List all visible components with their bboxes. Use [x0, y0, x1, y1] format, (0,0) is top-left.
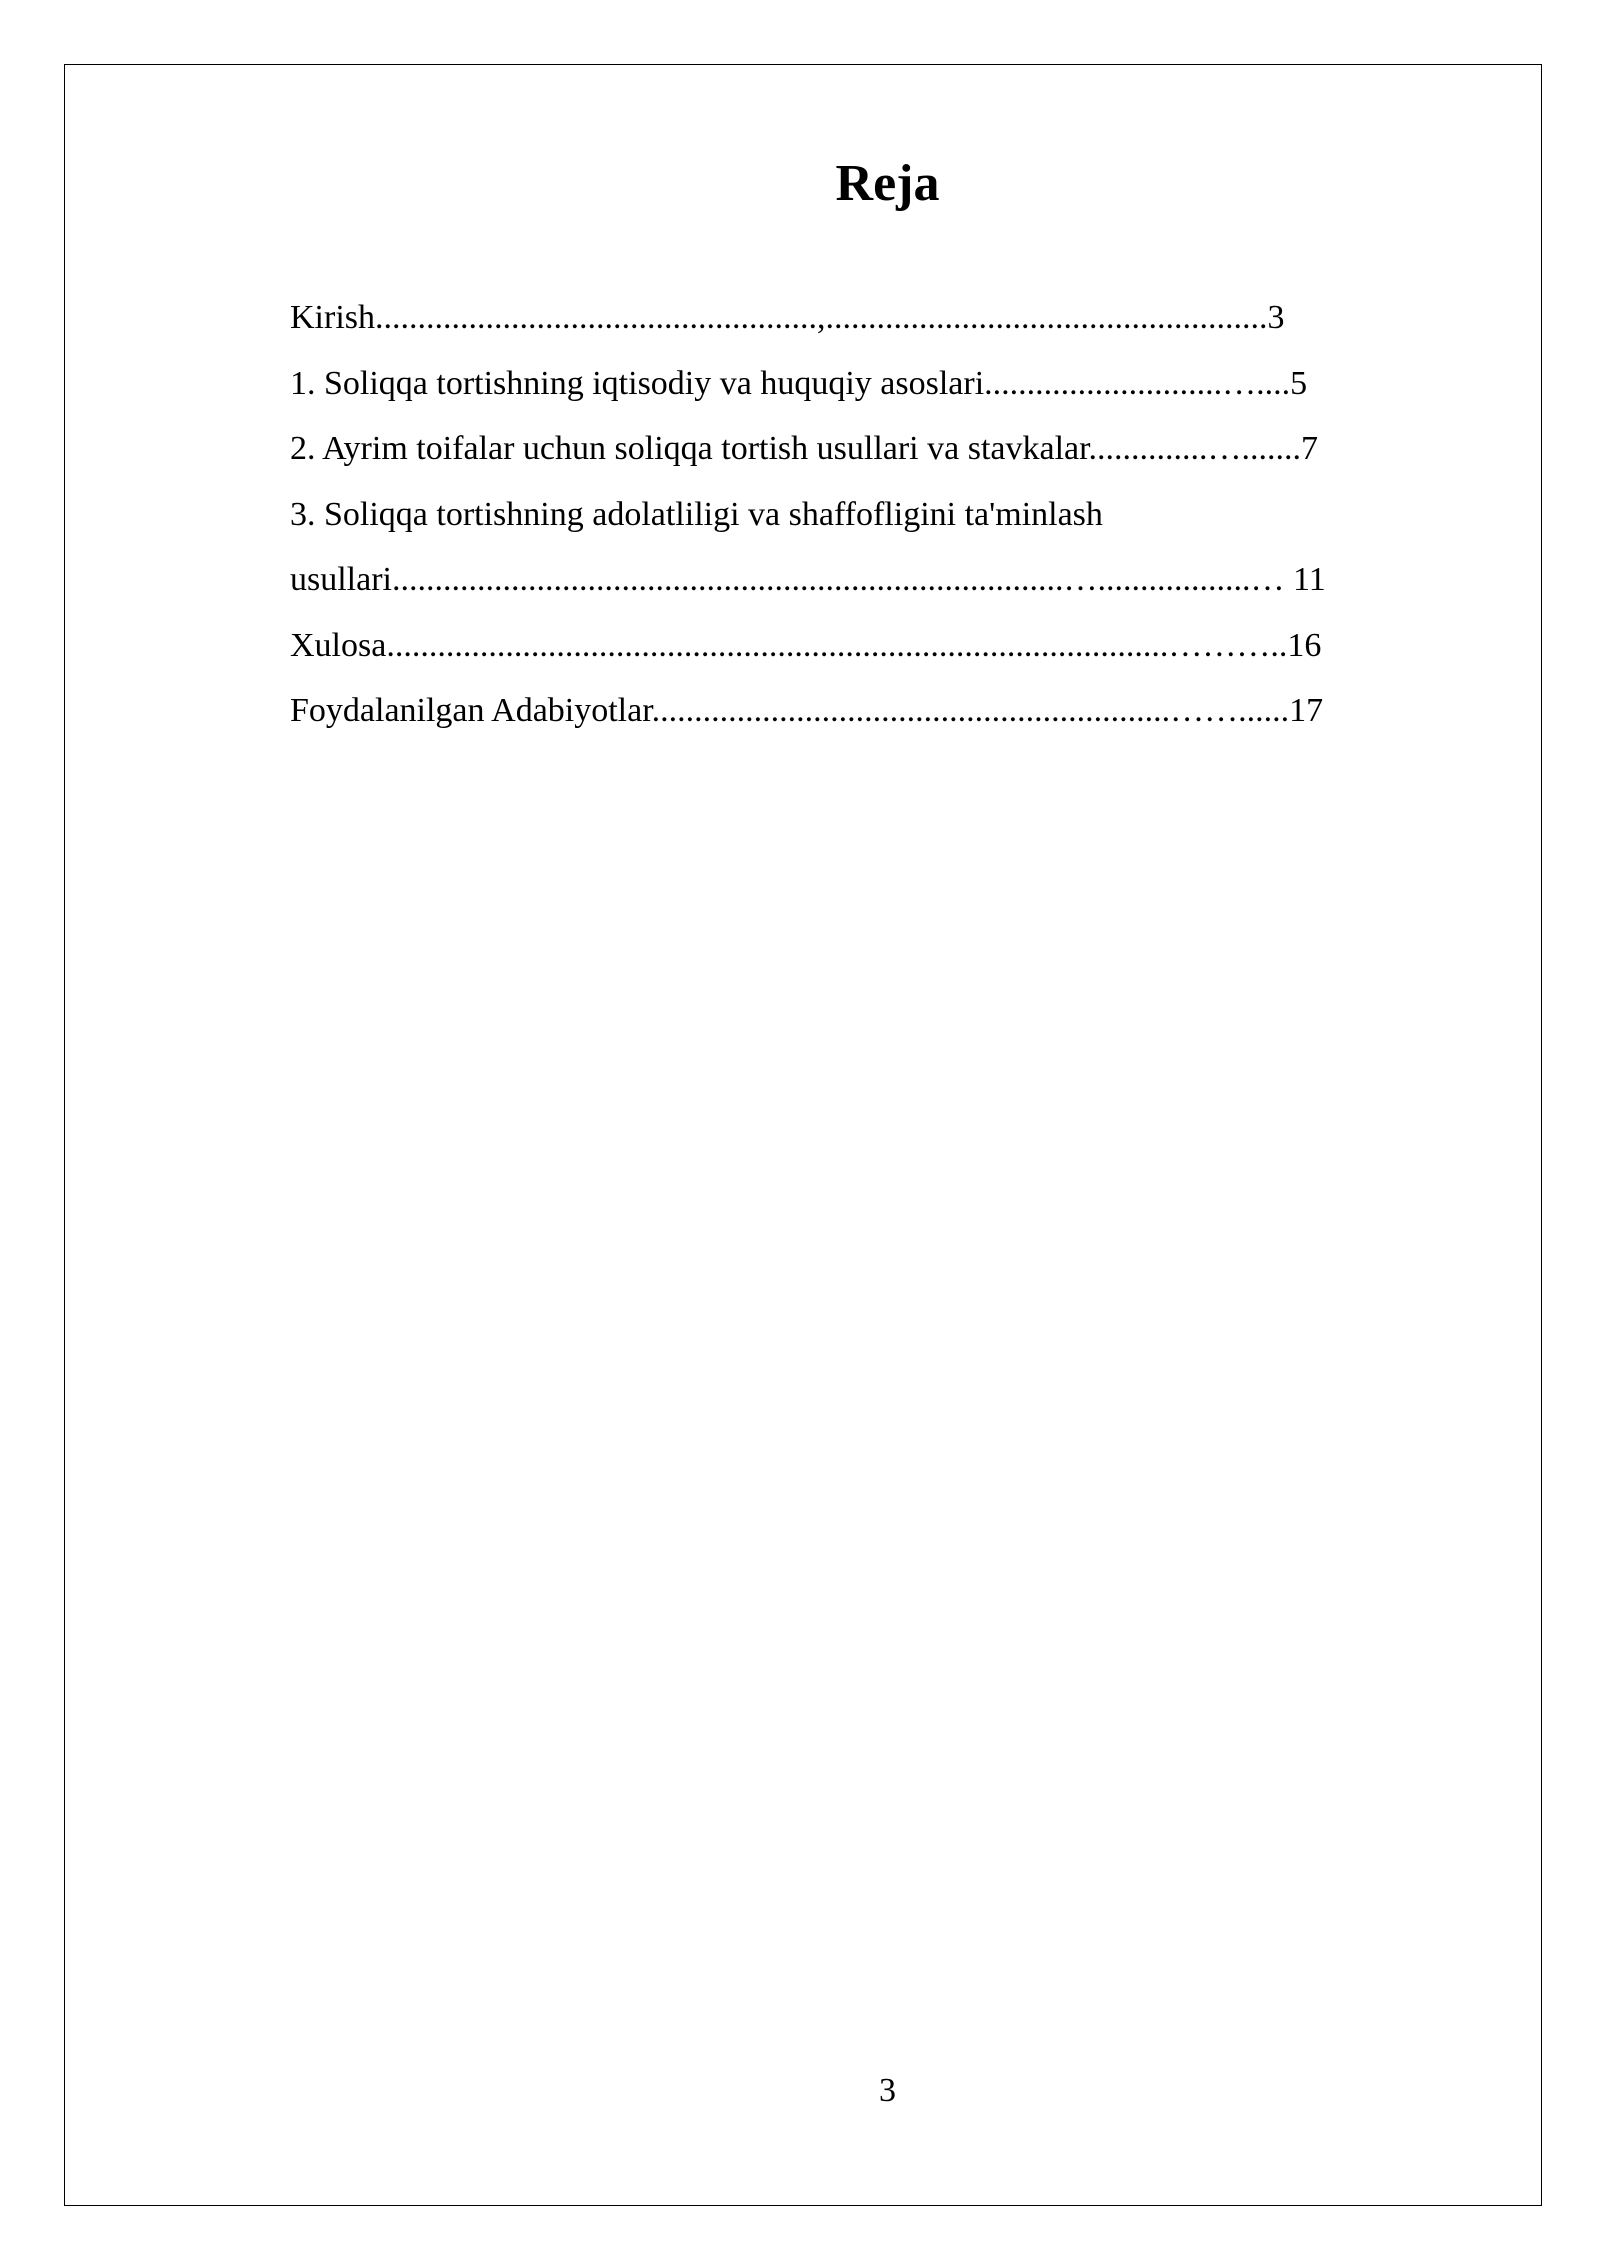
- table-of-contents: [290, 285, 1470, 744]
- toc-entry-references: Foydalanilgan Adabiyotlar.............................................................……......17: [290, 692, 1324, 729]
- toc-entry-chapter-1: 1. Soliqqa tortishning iqtisodiy va huquqiy asoslari............................…....5: [290, 364, 1308, 402]
- toc-entry-chapter-3-continued: usullari...............................................................................…..................… 11: [290, 561, 1326, 598]
- toc-entry-conclusion: Xulosa............................................................................................………..16: [290, 626, 1322, 664]
- toc-entry-introduction: Kirish....................................................,....................................................3: [290, 299, 1285, 336]
- page-number: 3: [879, 2072, 896, 2109]
- toc-entry-chapter-2: 2. Ayrim toifalar uchun soliqqa tortish usullari va stavkalar..............….......7: [290, 430, 1319, 467]
- toc-entry-chapter-3: 3. Soliqqa tortishning adolatliligi va shaffofligini ta'minlash: [290, 495, 1103, 533]
- page-title: Reja: [835, 155, 940, 212]
